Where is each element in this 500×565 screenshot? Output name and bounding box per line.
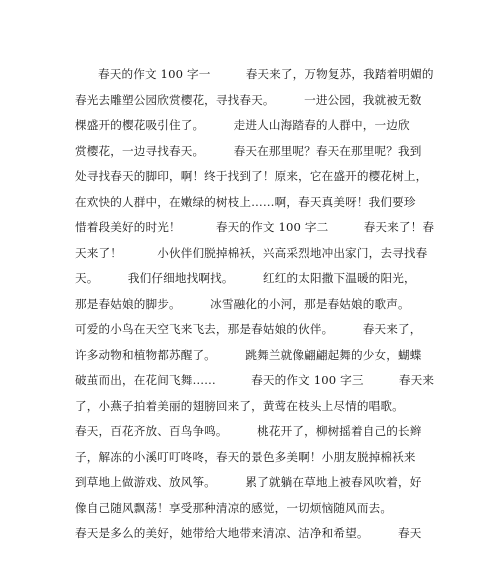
text-line: 春天是多么的美好，她带给大地带来清凉、洁净和希望。 春天	[75, 526, 422, 540]
text-line: 破茧而出，在花间飞舞…… 春天的作文 100 字三 春天来	[75, 373, 435, 387]
text-line: 到草地上做游戏、放风筝。 累了就躺在草地上被春风吹着，好	[75, 475, 422, 489]
text-line: 像自己随风飘荡！享受那种清凉的感觉，一切烦恼随风而去。	[75, 500, 393, 515]
text-line: 在欢快的人群中，在嫩绿的树枝上……啊，春天真美呀！我们要珍	[75, 194, 416, 209]
document-body	[75, 62, 435, 547]
text-line: 那是春姑娘的脚步。 冰雪融化的小河，那是春姑娘的歌声。	[75, 296, 410, 311]
text-line: 惜着段美好的时光！ 春天的作文 100 字二 春天来了！春	[75, 220, 435, 234]
text-line: 天。 我们仔细地找啊找。 红红的太阳撒下温暖的阳光，	[75, 271, 416, 285]
text-line: 处寻找春天的脚印，啊！终于找到了！原来，它在盛开的樱花树上，	[75, 169, 428, 183]
text-line: 子，解冻的小溪叮叮咚咚，春天的景色多美啊！小朋友脱掉棉袄来	[75, 449, 416, 464]
text-line: 了，小燕子拍着美丽的翅膀回来了，黄莺在枝头上尽情的唱歌。	[75, 398, 404, 413]
text-line: 棵盛开的樱花吸引住了。 走进人山海踏春的人群中，一边欣	[75, 118, 410, 132]
text-line: 春天，百花齐放、百鸟争鸣。 桃花开了，柳树摇着自己的长辫	[75, 424, 422, 438]
text-line: 天来了！ 小伙伴们脱掉棉袄，兴高采烈地冲出家门，去寻找春	[75, 245, 428, 260]
text-line: 春光去雕塑公园欣赏樱花，寻找春天。 一进公园，我就被无数	[75, 92, 422, 107]
text-line: 许多动物和植物都苏醒了。 跳舞兰就像翩翩起舞的少女，蝴蝶	[75, 347, 422, 362]
text-line: 春天的作文 100 字一 春天来了，万物复苏，我踏着明媚的	[98, 67, 434, 81]
text-line: 赏樱花，一边寻找春天。 春天在那里呢？春天在那里呢？我到	[75, 143, 422, 158]
text-line: 可爱的小鸟在天空飞来飞去，那是春姑娘的伙伴。 春天来了，	[75, 322, 422, 336]
